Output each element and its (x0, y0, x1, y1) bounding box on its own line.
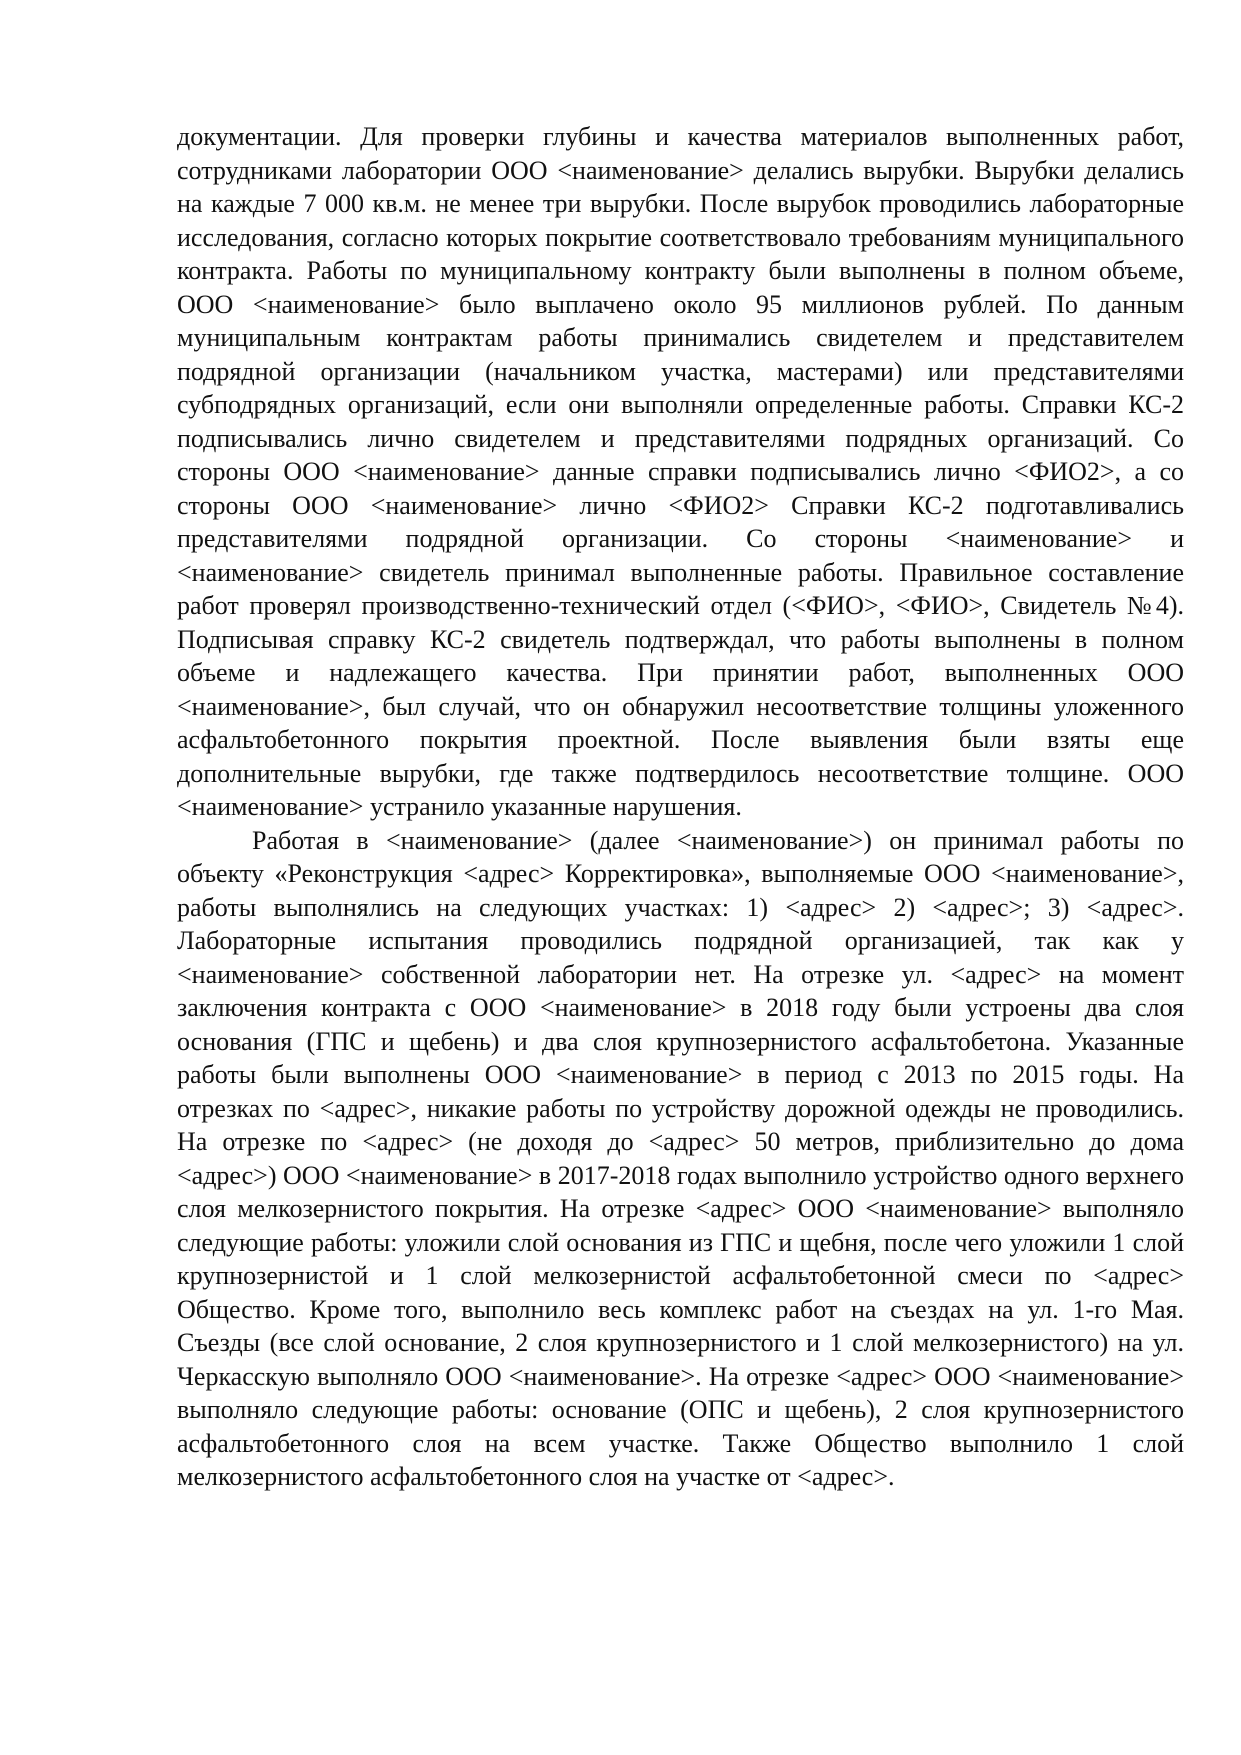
document-body (177, 120, 1184, 1494)
paragraph-work-acceptance: Работая в <наименование> (далее <наименование>) он принимал работы по объекту «Реконструкция <адрес> Корректировка», выполняемые ООО <наименование>, работы выполнялись на следующих участках: 1) <адрес> 2) <адрес>; 3) <адрес>. Лабораторные испытания проводились подрядной организацией, так как у <наименование> собственной лаборатории нет. На отрезке ул. <адрес> на момент заключения контракта с ООО <наименование> в 2018 году были устроены два слоя основания (ГПС и щебень) и два слоя крупнозернистого асфальтобетона. Указанные работы были выполнены ООО <наименование> в период с 2013 по 2015 годы. На отрезках по <адрес>, никакие работы по устройству дорожной одежды не проводились. На отрезке по <адрес> (не доходя до <адрес> 50 метров, приблизительно до дома <адрес>) ООО <наименование> в 2017-2018 годах выполнило устройство одного верхнего слоя мелкозернистого покрытия. На отрезке <адрес> ООО <наименование> выполняло следующие работы: уложили слой основания из ГПС и щебня, после чего уложили 1 слой крупнозернистой и 1 слой мелкозернистой асфальтобетонной смеси по <адрес> Общество. Кроме того, выполнило весь комплекс работ на съездах на ул. 1-го Мая. Съезды (все слой основание, 2 слоя крупнозернистого и 1 слой мелкозернистого) на ул. Черкасскую выполняло ООО <наименование>. На отрезке <адрес> ООО <наименование> выполняло следующие работы: основание (ОПС и щебень), 2 слоя крупнозернистого асфальтобетонного слоя на всем участке. Также Общество выполнило 1 слой мелкозернистого асфальтобетонного слоя на участке от <адрес>. (177, 825, 1184, 1491)
paragraph-continuation: документации. Для проверки глубины и качества материалов выполненных работ, сотрудниками лаборатории ООО <наименование> делались вырубки. Вырубки делались на каждые 7 000 кв.м. не менее три вырубки. После вырубок проводились лабораторные исследования, согласно которых покрытие соответствовало требованиям муниципального контракта. Работы по муниципальному контракту были выполнены в полном объеме, ООО <наименование> было выплачено около 95 миллионов рублей. По данным муниципальным контрактам работы принимались свидетелем и представителем подрядной организации (начальником участка, мастерами) или представителями субподрядных организаций, если они выполняли определенные работы. Справки КС-2 подписывались лично свидетелем и представителями подрядных организаций. Со стороны ООО <наименование> данные справки подписывались лично <ФИО2>, а со стороны ООО <наименование> лично <ФИО2> Справки КС-2 подготавливались представителями подрядной организации. Со стороны <наименование> и <наименование> свидетель принимал выполненные работы. Правильное составление работ проверял производственно-технический отдел (<ФИО>, <ФИО>, Свидетель №4). Подписывая справку КС-2 свидетель подтверждал, что работы выполнены в полном объеме и надлежащего качества. При принятии работ, выполненных ООО <наименование>, был случай, что он обнаружил несоответствие толщины уложенного асфальтобетонного покрытия проектной. После выявления были взяты еще дополнительные вырубки, где также подтвердилось несоответствие толщине. ООО <наименование> устранило указанные нарушения. (177, 122, 1184, 821)
